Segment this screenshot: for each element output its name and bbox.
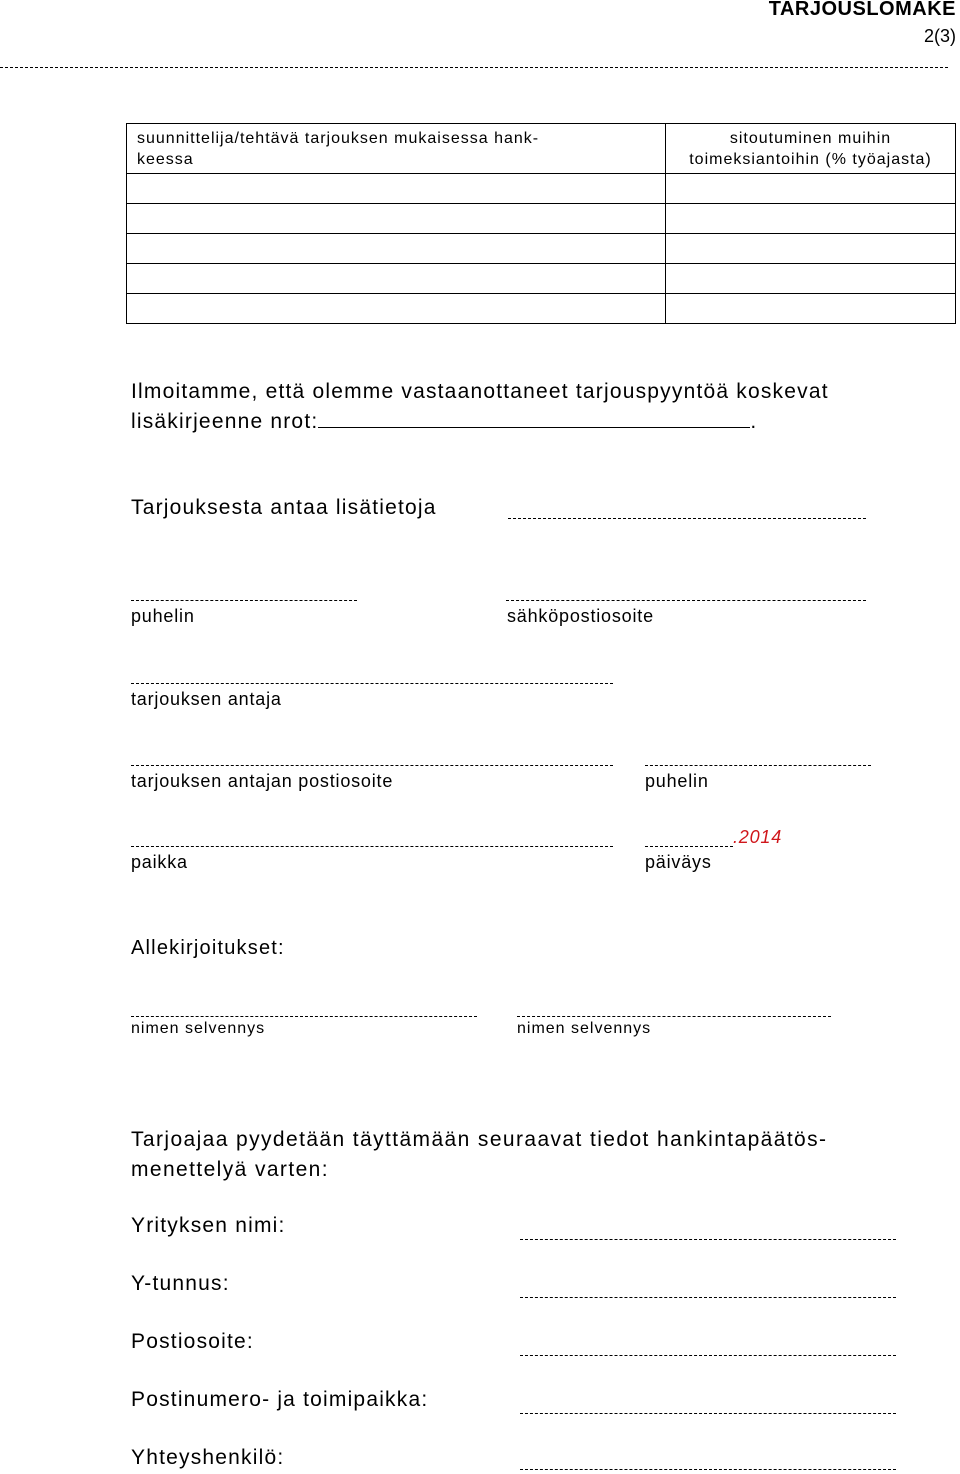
business-id-field[interactable] — [520, 1297, 896, 1298]
bidder-address-field[interactable] — [131, 765, 613, 766]
table-row — [127, 294, 956, 324]
table-row — [127, 234, 956, 264]
bidder-name-field[interactable] — [131, 683, 613, 684]
date-field[interactable] — [645, 846, 733, 847]
postal-address-label: Postiosoite: — [131, 1330, 254, 1353]
designer-task-cell[interactable] — [127, 174, 666, 204]
header-divider — [0, 67, 948, 68]
table-row — [127, 204, 956, 234]
date-year: .2014 — [733, 827, 783, 847]
page-number: 2(3) — [923, 26, 956, 46]
postcode-city-field[interactable] — [520, 1413, 896, 1414]
table-header-row — [127, 124, 956, 174]
contact-email-field[interactable] — [506, 600, 866, 601]
date-label: päiväys — [645, 852, 712, 872]
bidder-phone-field[interactable] — [645, 765, 871, 766]
contact-name-field[interactable] — [508, 518, 866, 519]
addenda-label: lisäkirjeenne nrot: — [131, 410, 319, 433]
signatures-title: Allekirjoitukset: — [131, 937, 285, 959]
contact-person-label: Yhteyshenkilö: — [131, 1446, 285, 1469]
procurement-intro-cont: menettelyä varten: — [131, 1158, 329, 1181]
commitment-cell[interactable] — [666, 264, 956, 294]
postal-address-field[interactable] — [520, 1355, 896, 1356]
commitment-cell[interactable] — [666, 174, 956, 204]
addenda-numbers-field[interactable] — [318, 427, 750, 428]
designer-task-cell[interactable] — [127, 204, 666, 234]
addenda-line: lisäkirjeenne nrot: . — [131, 410, 758, 433]
company-name-label: Yrityksen nimi: — [131, 1214, 286, 1237]
commitment-cell[interactable] — [666, 234, 956, 264]
designer-task-cell[interactable] — [127, 294, 666, 324]
business-id-label: Y-tunnus: — [131, 1272, 230, 1295]
commitment-header: sitoutuminen muihin toimeksiantoihin (% työajasta) — [666, 124, 956, 174]
bidder-name-label: tarjouksen antaja — [131, 689, 282, 709]
contact-phone-label: puhelin — [131, 606, 195, 626]
signature-2-label: nimen selvennys — [517, 1020, 652, 1037]
postcode-city-label: Postinumero- ja toimipaikka: — [131, 1388, 429, 1411]
table-row — [127, 174, 956, 204]
contact-person-field[interactable] — [520, 1469, 896, 1470]
place-label: paikka — [131, 852, 188, 872]
place-field[interactable] — [131, 846, 613, 847]
bidder-address-label: tarjouksen antajan postiosoite — [131, 771, 394, 791]
addenda-statement: Ilmoitamme, että olemme vastaanottaneet tarjouspyyntöä koskevat — [131, 380, 829, 403]
designer-task-cell[interactable] — [127, 264, 666, 294]
contact-email-label: sähköpostiosoite — [507, 606, 654, 626]
procurement-intro: Tarjoajaa pyydetään täyttämään seuraavat tiedot hankintapäätös- — [131, 1128, 828, 1151]
signature-1-label: nimen selvennys — [131, 1020, 266, 1037]
signature-1-field[interactable] — [131, 1016, 477, 1017]
contact-phone-field[interactable] — [131, 600, 357, 601]
table-row — [127, 264, 956, 294]
commitment-cell[interactable] — [666, 294, 956, 324]
bidder-phone-label: puhelin — [645, 771, 709, 791]
contact-label: Tarjouksesta antaa lisätietoja — [131, 496, 437, 519]
company-name-field[interactable] — [520, 1239, 896, 1240]
signature-2-field[interactable] — [517, 1016, 831, 1017]
designer-task-header: suunnittelija/tehtävä tarjouksen mukaisessa hank- keessa — [127, 124, 666, 174]
form-title: TARJOUSLOMAKE — [768, 0, 956, 20]
designer-task-cell[interactable] — [127, 234, 666, 264]
assignment-table — [126, 123, 956, 324]
commitment-cell[interactable] — [666, 204, 956, 234]
